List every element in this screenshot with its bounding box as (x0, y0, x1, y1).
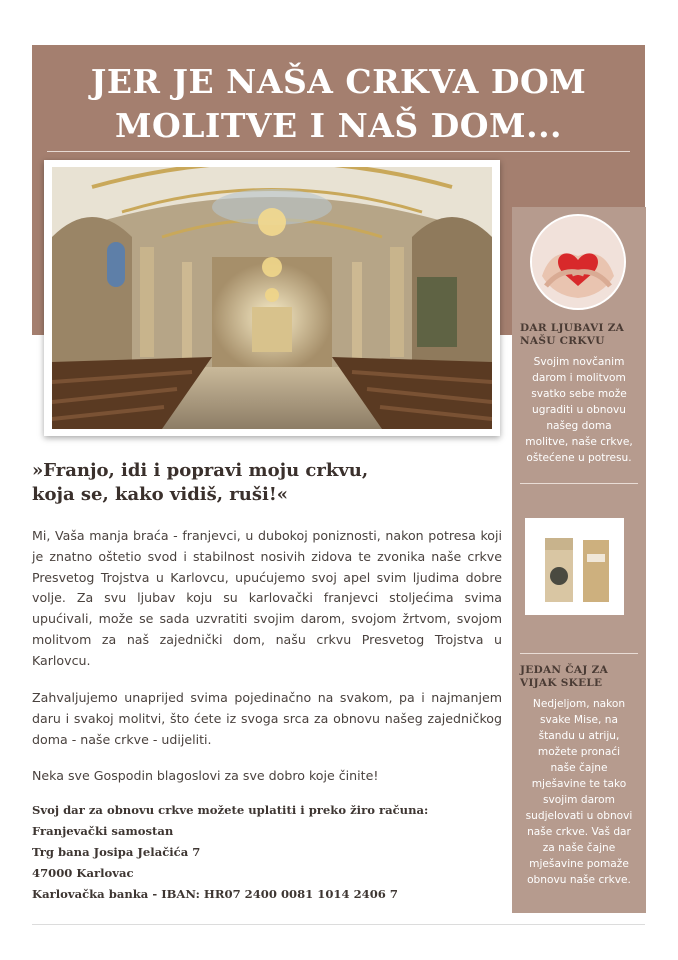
bank-intro: Svoj dar za obnovu crkve možete uplatiti i preko žiro računa: (32, 803, 429, 817)
heart-hands-image (532, 216, 624, 308)
bank-details (32, 800, 502, 905)
sidebar-divider-2 (520, 653, 638, 654)
sidebar-text-donation: Svojim novčanim darom i molitvom svatko sebe može ugraditi u obnovu našeg doma molitve, naše crkve, oštećene u potresu. (525, 356, 633, 464)
blessing-paragraph: Neka sve Gospodin blagoslovi za sve dobro koje činite! (32, 768, 379, 783)
title-line-1: JER JE NAŠA CRKVA DOM (90, 62, 587, 101)
church-interior-photo (52, 167, 492, 429)
tea-packages-image (525, 518, 624, 615)
bank-recipient: Franjevački samostan (32, 824, 174, 838)
footer-divider (32, 924, 645, 925)
bank-iban: Karlovačka banka - IBAN: HR07 2400 0081 1014 2406 7 (32, 887, 398, 901)
sidebar-heading-donation: DAR LJUBAVI ZA NAŠU CRKVU (520, 322, 625, 347)
sidebar-text-tea: Nedjeljom, nakon svake Mise, na štandu u atriju, možete pronaći naše čajne mješavine te tako svojim darom sudjelovati u obnovi naše crkve. Vaš dar za naše čajne mješavine pomaže obnovu naše crkve. (525, 698, 633, 886)
sidebar-heading-tea: JEDAN ČAJ ZA VIJAK SKELE (520, 664, 609, 689)
thanks-paragraph: Zahvaljujemo unaprijed svima pojedinačno na svakom, pa i najmanjem daru i svakoj molitvi, što ćete iz svoga srca za obnovu našeg zajedničkog doma - naše crkve - udijeliti. (32, 690, 502, 747)
page-title (32, 60, 645, 148)
church-photo-frame (44, 160, 500, 436)
banner-divider (47, 151, 630, 152)
bank-street: Trg bana Josipa Jelačića 7 (32, 845, 201, 859)
title-line-2: MOLITVE I NAŠ DOM... (114, 106, 563, 145)
francis-quote: »Franjo, idi i popravi moju crkvu, koja se, kako vidiš, ruši!« (32, 460, 369, 505)
bank-city: 47000 Karlovac (32, 866, 134, 880)
appeal-paragraph: Mi, Vaša manja braća - franjevci, u dubokoj poniznosti, nakon potresa koji je znatno oštetio svod i stabilnost nosivih zidova te zvonika naše crkve Presvetog Trojstva u Karlovcu, upućujemo svoj apel svim ljudima dobre volje. Za svu ljubav koju su karlovački franjevci stoljećima svima upućivali, može se sada uzvratiti svojim darom, svojom žrtvom, svojom molitvom za naš zajednički dom, našu crkvu Presvetog Trojstva u Karlovcu. (32, 528, 502, 668)
sidebar-divider (520, 483, 638, 484)
